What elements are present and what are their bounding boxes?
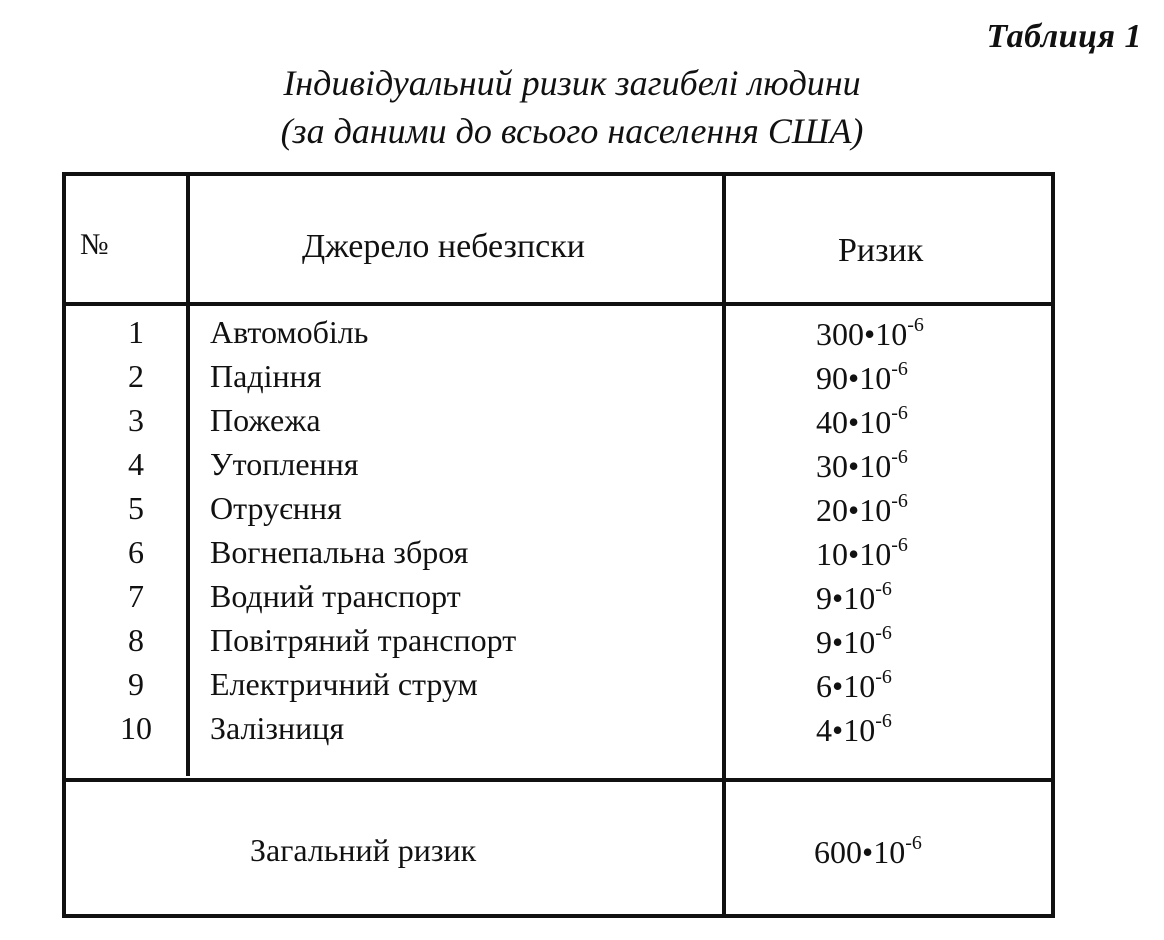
header-source: Джерело небезпски: [302, 228, 585, 265]
row-number: 8: [128, 622, 144, 658]
row-risk: [816, 624, 892, 661]
risk-table: [62, 172, 1055, 918]
total-divider: [66, 778, 1051, 782]
risk-coef: 20: [816, 492, 848, 528]
total-mult: •10: [862, 834, 906, 870]
row-source: Залізниця: [210, 710, 345, 746]
row-risk: [816, 580, 892, 617]
row-source: Падіння: [210, 358, 322, 394]
risk-exp: -6: [875, 578, 892, 600]
risk-mult: •10: [848, 492, 892, 528]
row-risk: [816, 404, 908, 441]
total-label: Загальний ризик: [250, 832, 477, 868]
risk-exp: -6: [875, 710, 892, 732]
risk-mult: •10: [848, 360, 892, 396]
row-risk: [816, 668, 892, 705]
risk-exp: -6: [891, 402, 908, 424]
row-source: Автомобіль: [210, 314, 369, 350]
risk-exp: -6: [875, 622, 892, 644]
risk-mult: •10: [848, 536, 892, 572]
risk-coef: 9: [816, 580, 832, 616]
risk-exp: -6: [891, 534, 908, 556]
row-number: 10: [120, 710, 152, 746]
risk-mult: •10: [848, 404, 892, 440]
row-number: 7: [128, 578, 144, 614]
risk-coef: 90: [816, 360, 848, 396]
risk-coef: 10: [816, 536, 848, 572]
row-source: Утоплення: [210, 446, 359, 482]
risk-exp: -6: [891, 446, 908, 468]
total-value: [814, 834, 922, 871]
total-exp: -6: [905, 832, 922, 854]
row-risk: [816, 492, 908, 529]
row-source: Пожежа: [210, 402, 321, 438]
row-source: Електричний струм: [210, 666, 478, 702]
risk-exp: -6: [875, 666, 892, 688]
risk-mult: •10: [864, 316, 908, 352]
risk-mult: •10: [832, 624, 876, 660]
risk-coef: 6: [816, 668, 832, 704]
row-risk: [816, 448, 908, 485]
risk-mult: •10: [832, 712, 876, 748]
row-number: 2: [128, 358, 144, 394]
row-risk: [816, 360, 908, 397]
risk-coef: 9: [816, 624, 832, 660]
table-title: Індивідуальний ризик загибелі людини: [283, 63, 861, 103]
risk-coef: 300: [816, 316, 864, 352]
risk-coef: 30: [816, 448, 848, 484]
risk-mult: •10: [832, 668, 876, 704]
risk-mult: •10: [832, 580, 876, 616]
header-risk: Ризик: [838, 232, 924, 269]
risk-exp: -6: [891, 490, 908, 512]
table-subtitle: (за даними до всього населення США): [280, 111, 864, 151]
row-source: Вогнепальна зброя: [210, 534, 469, 570]
row-risk: [816, 536, 908, 573]
risk-exp: -6: [907, 314, 924, 336]
row-number: 3: [128, 402, 144, 438]
risk-exp: -6: [891, 358, 908, 380]
risk-coef: 40: [816, 404, 848, 440]
row-source: Отруєння: [210, 490, 342, 526]
row-risk: [816, 316, 924, 353]
risk-mult: •10: [848, 448, 892, 484]
total-coef: 600: [814, 834, 862, 870]
row-risk: [816, 712, 892, 749]
row-number: 6: [128, 534, 144, 570]
risk-coef: 4: [816, 712, 832, 748]
row-number: 1: [128, 314, 144, 350]
header-number: №: [80, 228, 109, 261]
row-number: 9: [128, 666, 144, 702]
row-number: 5: [128, 490, 144, 526]
table-label: Таблиця 1: [986, 18, 1142, 55]
header-divider: [66, 302, 1051, 306]
row-source: Повітряний транспорт: [210, 622, 517, 658]
row-number: 4: [128, 446, 144, 482]
row-source: Водний транспорт: [210, 578, 461, 614]
col-divider-2: [722, 176, 726, 914]
